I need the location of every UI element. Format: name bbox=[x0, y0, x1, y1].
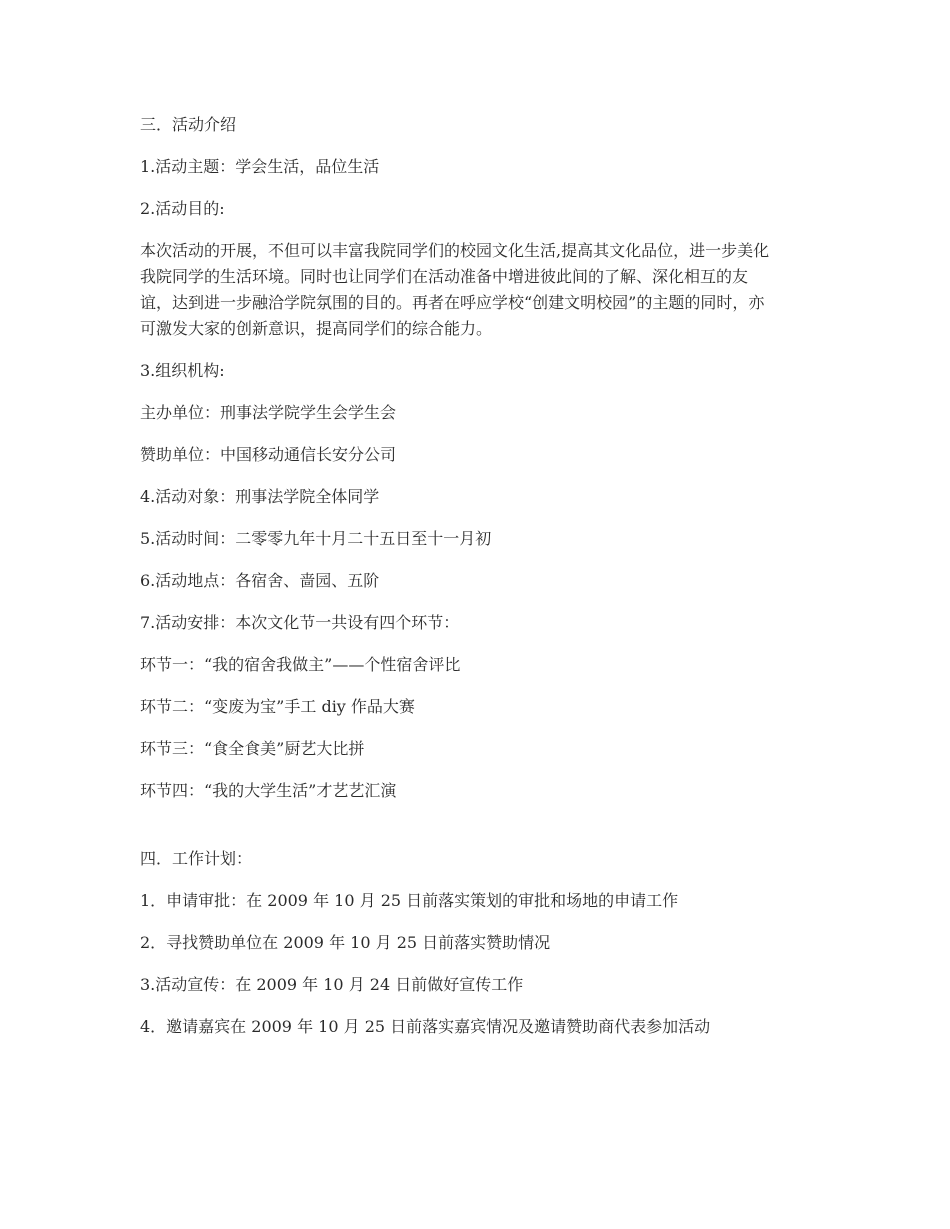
activity-purpose-paragraph bbox=[140, 238, 820, 342]
work-plan-item: 1．申请审批：在 2009 年 10 月 25 日前落实策划的审批和场地的申请工作 bbox=[140, 891, 679, 910]
purpose-line: 本次活动的开展，不但可以丰富我院同学们的校园文化生活,提高其文化品位，进一步美化 bbox=[140, 241, 770, 260]
activity-theme: 1.活动主题：学会生活，品位生活 bbox=[140, 157, 380, 176]
segment-item: 环节三：“食全食美”厨艺大比拼 bbox=[140, 739, 365, 758]
sponsor-unit: 赞助单位：中国移动通信长安分公司 bbox=[140, 445, 397, 464]
activity-audience: 4.活动对象：刑事法学院全体同学 bbox=[140, 487, 380, 506]
section-3-heading: 三．活动介绍 bbox=[140, 115, 237, 134]
work-plan-item: 4．邀请嘉宾在 2009 年 10 月 25 日前落实嘉宾情况及邀请赞助商代表参加活动 bbox=[140, 1017, 711, 1036]
activity-location: 6.活动地点：各宿舍、啬园、五阶 bbox=[140, 571, 380, 590]
activity-time: 5.活动时间：二零零九年十月二十五日至十一月初 bbox=[140, 529, 492, 548]
segment-item: 环节一：“我的宿舍我做主”——个性宿舍评比 bbox=[140, 655, 461, 674]
organization-label: 3.组织机构: bbox=[140, 361, 225, 380]
purpose-line: 我院同学的生活环境。同时也让同学们在活动准备中增进彼此间的了解、深化相互的友 bbox=[140, 267, 749, 286]
work-plan-item: 3.活动宣传：在 2009 年 10 月 24 日前做好宣传工作 bbox=[140, 975, 524, 994]
activity-arrangement: 7.活动安排：本次文化节一共设有四个环节： bbox=[140, 613, 460, 632]
work-plan-item: 2．寻找赞助单位在 2009 年 10 月 25 日前落实赞助情况 bbox=[140, 933, 551, 952]
purpose-line: 谊，达到进一步融洽学院氛围的目的。再者在呼应学校“创建文明校园”的主题的同时，亦 bbox=[140, 293, 765, 312]
section-4-heading: 四．工作计划： bbox=[140, 849, 253, 868]
document-page bbox=[140, 112, 820, 1040]
host-unit: 主办单位：刑事法学院学生会学生会 bbox=[140, 403, 397, 422]
activity-purpose-label: 2.活动目的: bbox=[140, 199, 225, 218]
segment-item: 环节四：“我的大学生活”才艺艺汇演 bbox=[140, 781, 397, 800]
purpose-line: 可激发大家的创新意识，提高同学们的综合能力。 bbox=[140, 319, 493, 338]
segment-item: 环节二：“变废为宝”手工 diy 作品大赛 bbox=[140, 697, 415, 716]
